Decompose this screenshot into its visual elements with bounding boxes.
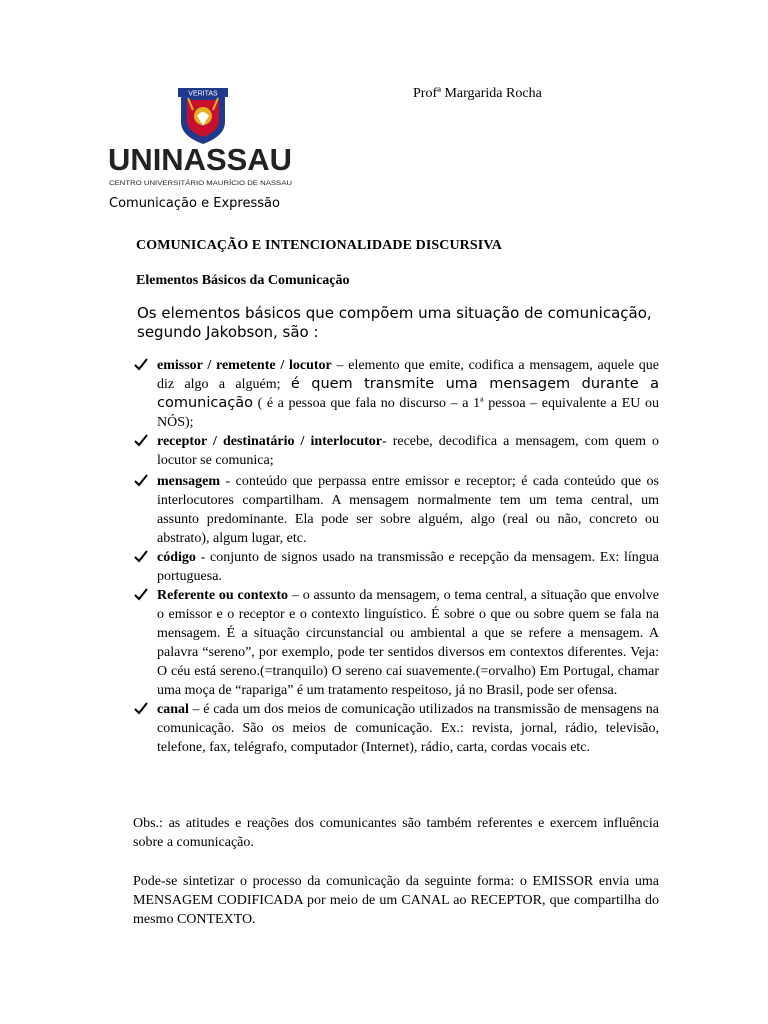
item-term: emissor / remetente / locutor bbox=[157, 358, 332, 373]
item-text: - recebe, decodifica a mensagem, com quem o locutor se comunica; bbox=[157, 434, 659, 468]
subject-name: Comunicação e Expressão bbox=[109, 196, 280, 211]
item-text: ( é a pessoa que fala no discurso – a 1 bbox=[252, 396, 481, 411]
logo-graphic bbox=[108, 86, 293, 188]
item-text: – elemento que emite, codifica a mensagem, aquele que diz algo a alguém; bbox=[157, 358, 659, 392]
logo-brand-text: UNINASSAU bbox=[108, 142, 292, 177]
item-term: receptor / destinatário / interlocutor bbox=[157, 434, 382, 449]
checkmark-icon bbox=[134, 701, 148, 715]
checkmark-icon bbox=[134, 587, 148, 601]
list-item bbox=[134, 586, 659, 700]
item-text: - conjunto de signos usado na transmissão e recepção da mensagem. Ex: língua portuguesa. bbox=[157, 550, 659, 584]
logo-banner-text: VERITAS bbox=[188, 90, 218, 98]
observation-paragraph: Obs.: as atitudes e reações dos comunicantes são também referentes e exercem influência sobre a comunicação. bbox=[133, 816, 659, 850]
checkmark-icon bbox=[134, 357, 148, 371]
checkmark-icon bbox=[134, 473, 148, 487]
checkmark-icon bbox=[134, 549, 148, 563]
section-subtitle: Elementos Básicos da Comunicação bbox=[136, 273, 350, 288]
item-text: – o assunto da mensagem, o tema central, a situação que envolve o emissor e o receptor e o contexto linguístico. É sobre o que ou sobre quem se fala na mensagem. É a situação circunstancial ou ambiental a que se refere a mensagem. A palavra “sereno”, por exemplo, pode ter sentidos diversos em contextos diferentes. Veja: O céu está sereno.(=tranquilo) O sereno cai suavemente.(=orvalho) Em Portugal, chamar uma moça de “rapariga” é um tratamento respeitoso, já no Brasil, pode ser ofensa. bbox=[157, 588, 659, 698]
item-text: – é cada um dos meios de comunicação utilizados na transmissão de mensagens na comunicação. São os meios de comunicação. Ex.: revista, jornal, rádio, televisão, telefone, fax, telégrafo, computador (Internet), rádio, carta, cordas vocais etc. bbox=[157, 702, 659, 755]
list-item bbox=[134, 356, 659, 432]
intro-paragraph: Os elementos básicos que compõem uma situação de comunicação, segundo Jakobson, são : bbox=[137, 304, 652, 341]
checkmark-icon bbox=[134, 433, 148, 447]
list-item bbox=[134, 432, 659, 470]
item-text-emphasis: é quem transmite uma mensagem durante a comunicação bbox=[157, 376, 659, 411]
item-term: canal bbox=[157, 702, 189, 717]
item-text: - conteúdo que perpassa entre emissor e receptor; é cada conteúdo que os interlocutores compartilham. A mensagem normalmente tem um tema central, um assunto predominante. Ela pode ser sobre alguém, algo (real ou não, concreto ou abstrato), algum lugar, etc. bbox=[157, 474, 659, 546]
item-term: Referente ou contexto bbox=[157, 588, 289, 603]
elements-list bbox=[134, 356, 659, 757]
item-text: pessoa – equivalente a EU ou NÓS); bbox=[157, 396, 659, 430]
superscript: a bbox=[480, 394, 484, 404]
list-item bbox=[134, 700, 659, 757]
professor-name: Profª Margarida Rocha bbox=[413, 86, 542, 101]
logo-tagline-text: CENTRO UNIVERSITÁRIO MAURÍCIO DE NASSAU bbox=[109, 180, 265, 187]
summary-paragraph: Pode-se sintetizar o processo da comunicação da seguinte forma: o EMISSOR envia uma MENSAGEM CODIFICADA por meio de um CANAL ao RECEPTOR, que compartilha do mesmo CONTEXTO. bbox=[133, 874, 659, 927]
uninassau-logo bbox=[108, 86, 293, 188]
item-term: código bbox=[157, 550, 196, 565]
document-title: COMUNICAÇÃO E INTENCIONALIDADE DISCURSIVA bbox=[136, 238, 502, 253]
list-item bbox=[134, 472, 659, 548]
list-item bbox=[134, 548, 659, 586]
item-term: mensagem bbox=[157, 474, 220, 489]
